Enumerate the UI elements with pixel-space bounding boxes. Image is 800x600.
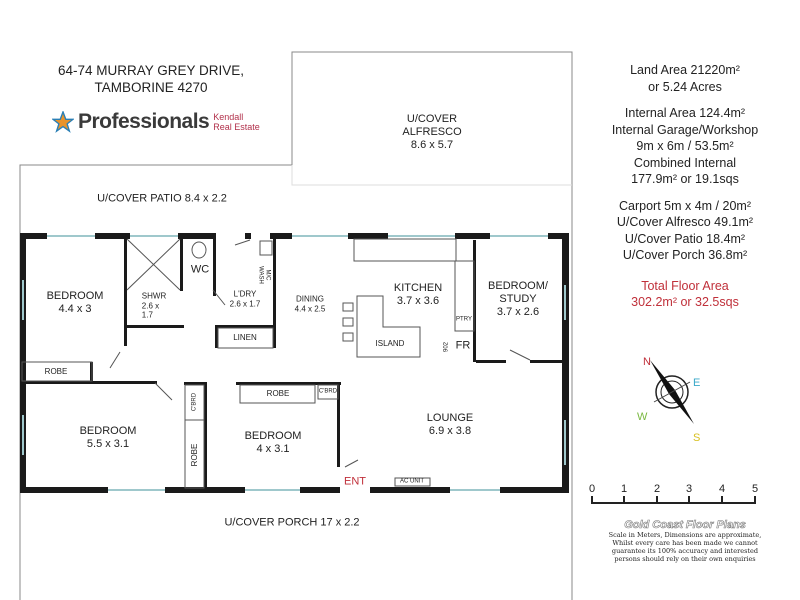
porch-label: U/COVER PORCH 17 x 2.2 — [224, 516, 360, 529]
area-summary — [600, 62, 770, 311]
robe-2-label: ROBE — [190, 443, 200, 467]
garage-dims: 9m x 6m / 53.5m² — [636, 139, 734, 153]
compass-icon — [650, 360, 694, 424]
cupboard-1-label: C'BRD — [191, 392, 198, 412]
robe-1-label: ROBE — [44, 367, 68, 377]
mc-label: M/C — [264, 269, 271, 281]
star-logo-icon — [52, 111, 74, 133]
dining-label: DINING 4.4 x 2.5 — [294, 294, 326, 313]
bedroom-1-label: BEDROOM 4.4 x 3 — [46, 289, 104, 315]
property-address — [48, 62, 254, 96]
compass-north: N — [643, 356, 651, 368]
internal-area: Internal Area 124.4m² — [624, 106, 746, 120]
alfresco-label: U/COVER ALFRESCO 8.6 x 5.7 — [402, 113, 462, 152]
wash-label: WASH — [257, 266, 264, 284]
robe-3-label: ROBE — [266, 389, 290, 399]
scale-bar — [592, 496, 755, 504]
shower-label: SHWR 2.6 x 1.7 — [141, 291, 167, 320]
floor-plan-page: 64-74 MURRAY GREY DRIVE, TAMBORINE 4270 Professionals Kendall Real Estate U/COVER ALFRESCO 8.6 x 5.7 U/COVER PATIO 8.4 x 2.2 U/COVER PORCH 17 x 2.2 BEDROOM 4.4 x 3 ROBE SHWR 2.6 x 1.7 WC L'DRY 2.6 x 1.7 WASH M/C LINEN DINING 4.4 x 2.5 KITCHEN 3.7 x 3.6 ISLAND PTRY FR 902 BEDROOM/ STUDY 3.7 x 2.6 BEDROOM 5.5 x 3.1 C'BRD ROBE BEDROOM 4 x 3.1 ROBE C'BRD LOUNGE 6.9 x 3.8 ENT AC UNIT Land Area 21220m² or 5.24 Acres Internal Area 124.4m² Internal Garage/Workshop 9m x 6m / 53.5m² Combined Internal 177.9m² or 19.1sqs Carport 5m x 4m / 20m² U/Cover Alfresco 49.1m² U/Cover Patio 18.4m² U/Cover Porch 36.8m² Total Floor Area 302.2m² or 32.5sqs N E S W 0 1 2 3 4 5 Gold Coast Floor Plans Scale in Meters, Dimensions are approximate, Whilst every care has been made we cannot guarantee its 100% accuracy and interested persons should rely on their own enquiries — [0, 0, 800, 600]
laundry-label: L'DRY 2.6 x 1.7 — [229, 289, 261, 308]
logo-name: Professionals — [78, 110, 210, 133]
compass-west: W — [637, 411, 648, 423]
fridge-width-label: 902 — [443, 341, 450, 353]
porch-area: U/Cover Porch 36.8m² — [622, 248, 748, 262]
compass-south: S — [693, 432, 701, 444]
patio-label: U/COVER PATIO 8.4 x 2.2 — [97, 192, 227, 205]
garage-label: Internal Garage/Workshop — [611, 122, 759, 137]
total-floor-value: 302.2m² or 32.5sqs — [631, 295, 739, 309]
drafter-brand: Gold Coast Floor Plans — [624, 519, 746, 531]
carport-area: Carport 5m x 4m / 20m² — [619, 198, 751, 213]
kitchen-label: KITCHEN 3.7 x 3.6 — [393, 281, 443, 307]
total-floor-label: Total Floor Area — [641, 278, 729, 293]
linen-label: LINEN — [233, 333, 257, 343]
alfresco-area: U/Cover Alfresco 49.1m² — [616, 215, 754, 229]
disclaimer: Scale in Meters, Dimensions are approximate, Whilst every care has been made we cannot guarantee its 100% accuracy and interested persons should rely on their own enquiries — [608, 531, 762, 563]
land-area: Land Area 21220m² — [630, 63, 740, 77]
combined-label: Combined Internal — [633, 155, 737, 170]
agency-logo — [52, 110, 260, 134]
lounge-label: LOUNGE 6.9 x 3.8 — [426, 411, 474, 437]
compass-east: E — [693, 377, 701, 389]
address-line-2: TAMBORINE 4270 — [94, 80, 208, 95]
fridge-label: FR — [455, 339, 471, 352]
cupboard-2-label: C'BRD — [318, 388, 338, 395]
land-acres: or 5.24 Acres — [648, 79, 722, 94]
logo-subtitle: Kendall Real Estate — [213, 112, 260, 132]
entry-label: ENT — [344, 475, 366, 488]
bedroom-3-label: BEDROOM 4 x 3.1 — [244, 429, 302, 455]
bedroom-2-label: BEDROOM 5.5 x 3.1 — [79, 424, 137, 450]
address-line-1: 64-74 MURRAY GREY DRIVE, — [57, 63, 245, 78]
combined-value: 177.9m² or 19.1sqs — [631, 172, 739, 186]
study-label: BEDROOM/ STUDY 3.7 x 2.6 — [488, 280, 548, 319]
island-label: ISLAND — [375, 339, 405, 349]
pantry-label: PTRY — [456, 316, 472, 323]
patio-area: U/Cover Patio 18.4m² — [624, 231, 746, 246]
ac-unit-label: AC UNIT — [400, 478, 424, 485]
wc-label: WC — [190, 263, 210, 276]
